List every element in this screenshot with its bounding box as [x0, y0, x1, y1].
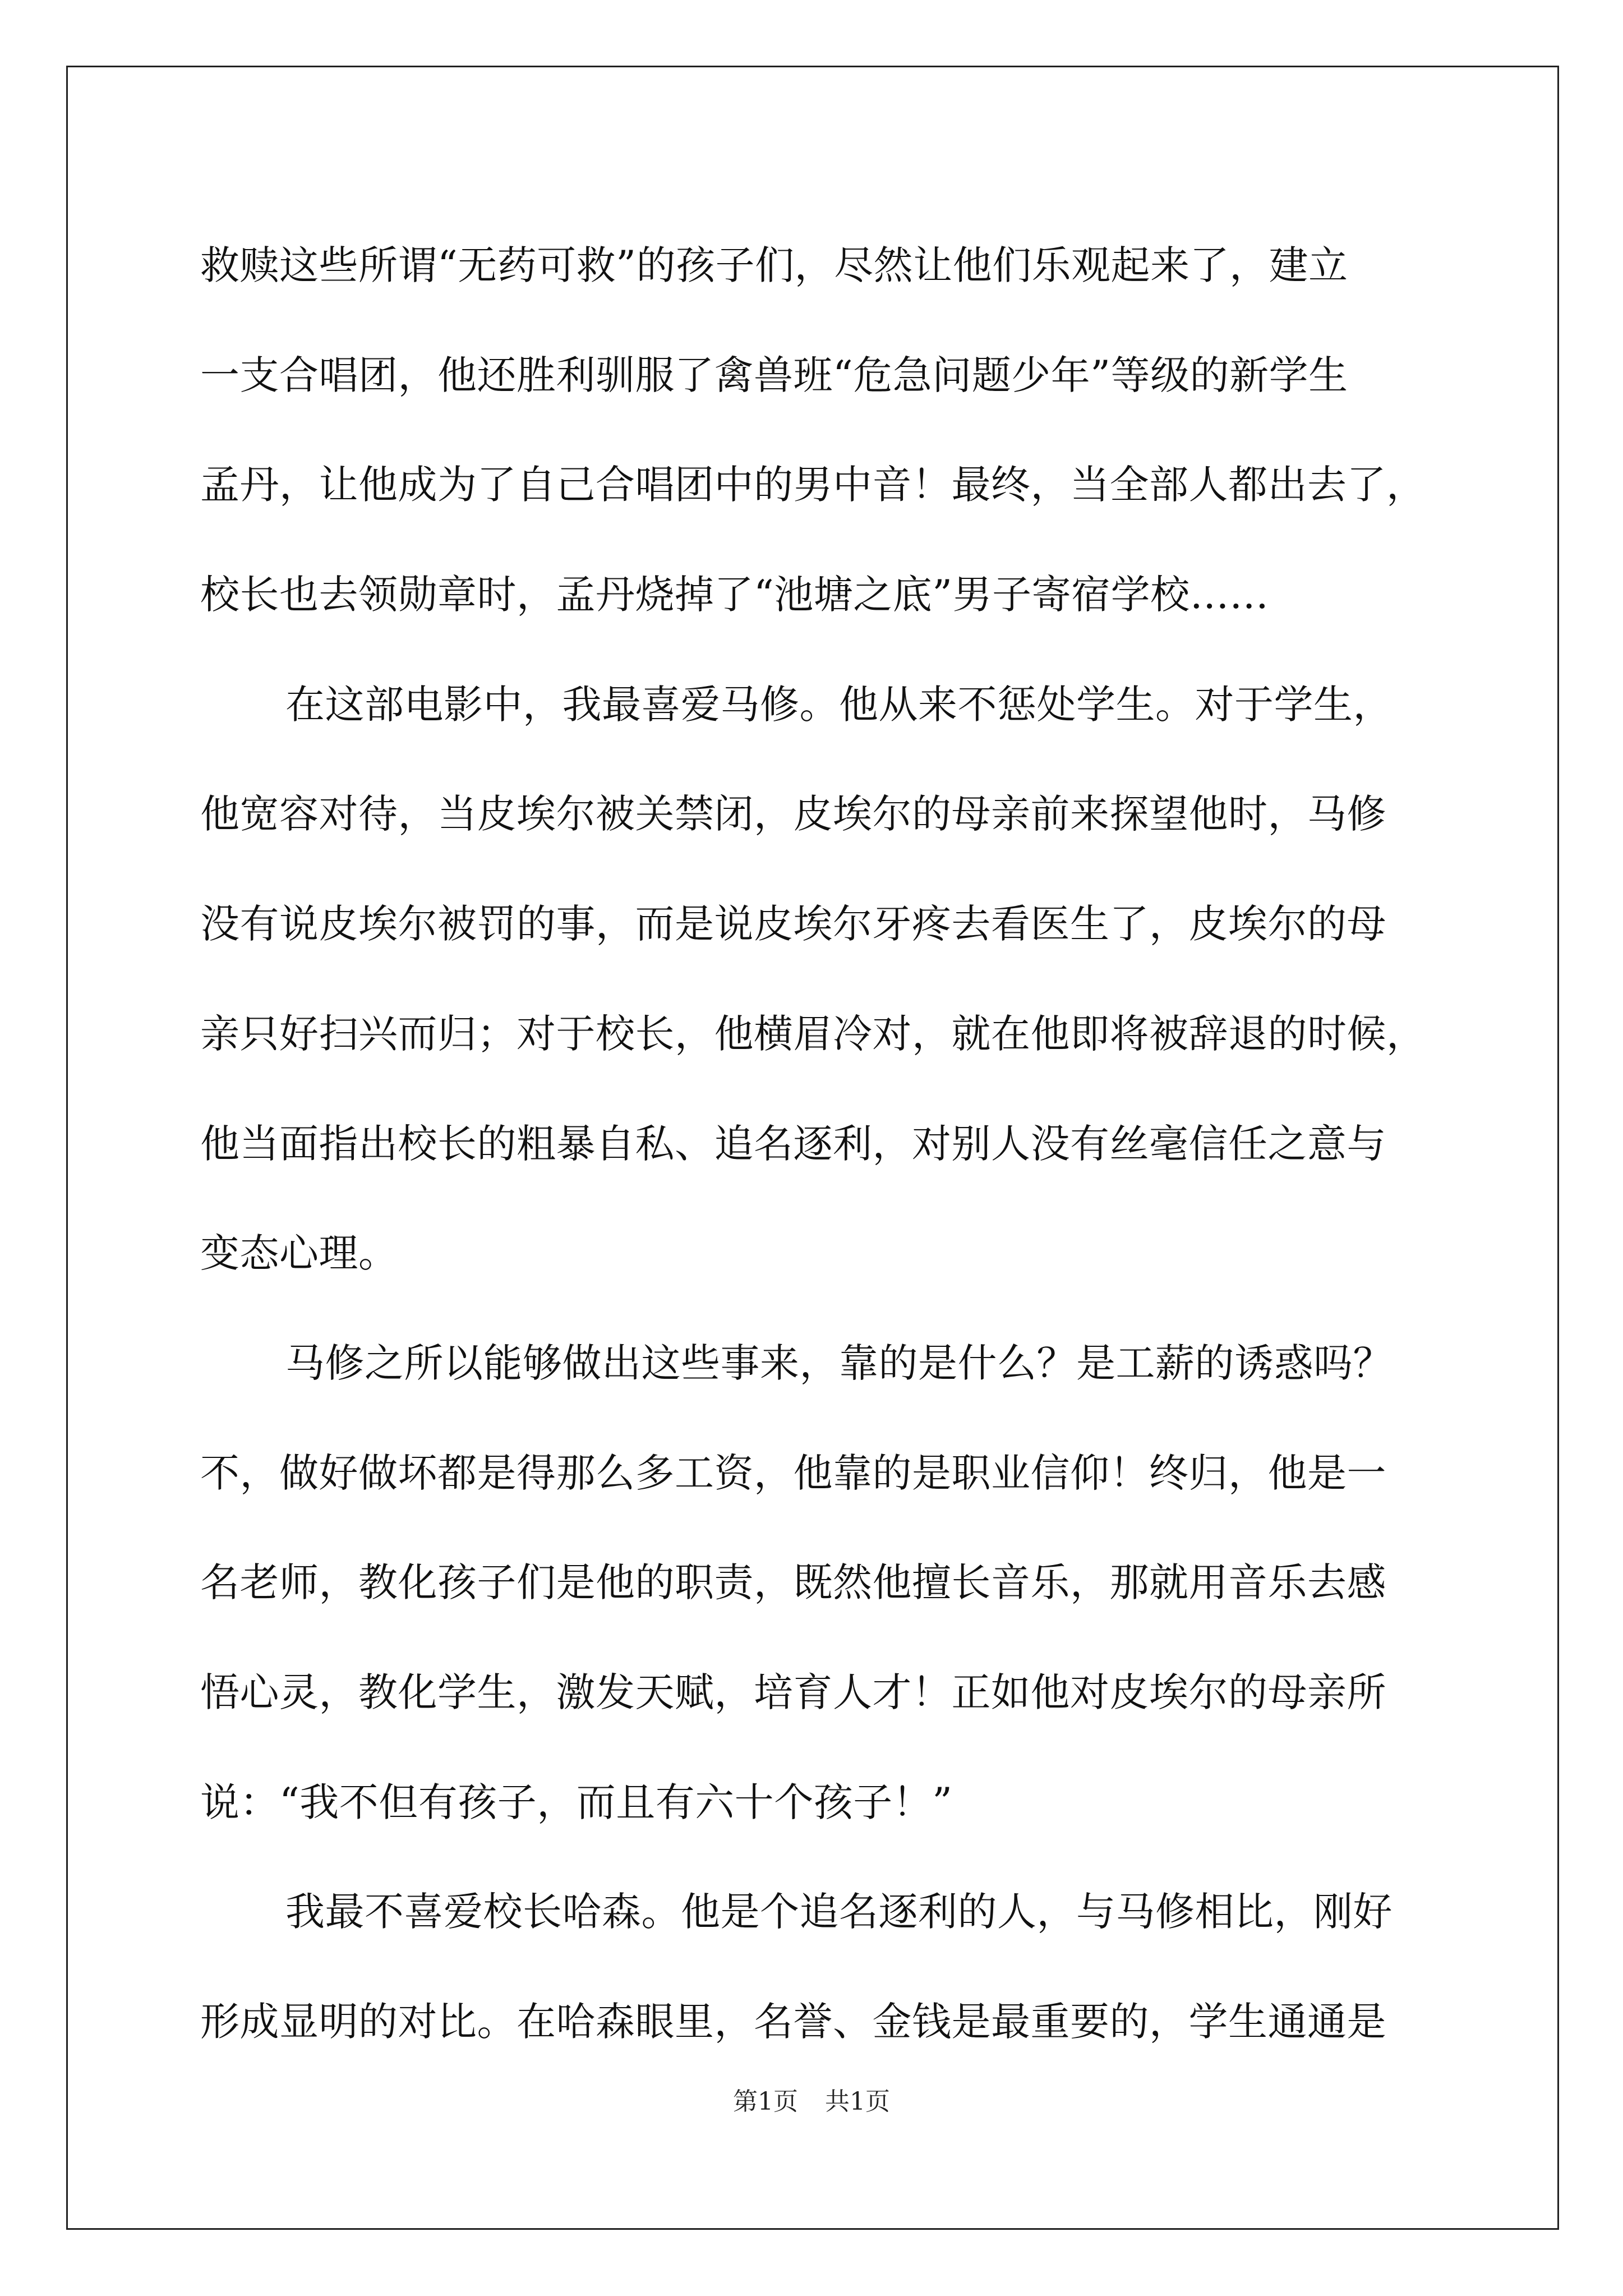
text-line: 我最不喜爱校长哈森。他是个追名逐利的人，与马修相比，刚好	[285, 1889, 1393, 1935]
text-line: 孟丹，让他成为了自己合唱团中的男中音！最终，当全部人都出去了，	[200, 462, 1426, 508]
text-line: 悟心灵，教化学生，激发天赋，培育人才！正如他对皮埃尔的母亲所	[200, 1669, 1386, 1715]
paragraph-1	[200, 211, 1426, 650]
text-line: 没有说皮埃尔被罚的事，而是说皮埃尔牙疼去看医生了，皮埃尔的母	[200, 901, 1386, 947]
text-line: 校长也去领勋章时，孟丹烧掉了“池塘之底”男子寄宿学校……	[200, 572, 1269, 618]
text-line: 救赎这些所谓“无药可救”的孩子们，尽然让他们乐观起来了，建立	[200, 242, 1348, 288]
text-line: 他宽容对待，当皮埃尔被关禁闭，皮埃尔的母亲前来探望他时，马修	[200, 791, 1386, 838]
paragraph-4	[200, 1857, 1423, 2077]
text-line: 一支合唱团，他还胜利驯服了禽兽班“危急问题少年”等级的新学生	[200, 352, 1348, 398]
text-line: 不，做好做坏都是得那么多工资，他靠的是职业信仰！终归，他是一	[200, 1450, 1386, 1496]
page-total: 共1页	[825, 2087, 890, 2116]
page-footer	[0, 2081, 1623, 2117]
text-line: 在这部电影中，我最喜爱马修。他从来不惩处学生。对于学生，	[285, 681, 1393, 728]
text-line: 亲只好扫兴而归；对于校长，他横眉冷对，就在他即将被辞退的时候，	[200, 1010, 1426, 1057]
text-line: 他当面指出校长的粗暴自私、追名逐利，对别人没有丝毫信任之意与	[200, 1120, 1386, 1167]
text-line: 形成显明的对比。在哈森眼里，名誉、金钱是最重要的，学生通通是	[200, 1999, 1386, 2045]
text-line: 变态心理。	[200, 1230, 398, 1277]
paragraph-2	[200, 650, 1426, 1309]
document-body	[200, 211, 1426, 2077]
text-line: 马修之所以能够做出这些事来，靠的是什么？是工薪的诱惑吗？	[285, 1340, 1393, 1386]
text-line: 名老师，教化孩子们是他的职责，既然他擅长音乐，那就用音乐去感	[200, 1559, 1386, 1606]
paragraph-3	[200, 1309, 1423, 1857]
text-line: 说：“我不但有孩子，而且有六十个孩子！”	[200, 1779, 953, 1825]
page-number: 第1页	[733, 2087, 798, 2116]
